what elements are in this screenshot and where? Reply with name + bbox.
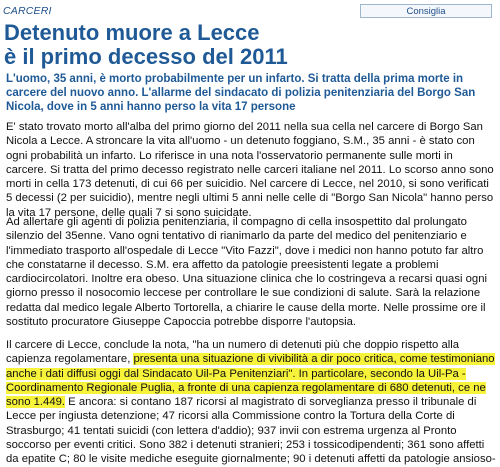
recommend-button[interactable]: Consiglia xyxy=(360,4,492,18)
paragraph-3-rest: E ancora: si contano 187 ricorsi al magistrato di sorveglianza presso il tribunale di Lecce per ingiusta detenzione; 47 ricorsi alla Commissione contro la Tortura della Corte di Strasburgo; 41 tentati suicidi (con lettera d'addio); 937 invii con estrema urgenza al Pronto soccorso per eventi critici. Sono 382 i detenuti stranieri; 253 i tossicodipendenti; 361 sono affetti da epatite C; 80 le visite mediche eseguite giornalmente; 90 i detenuti affetti da patologie ansioso- xyxy=(6,396,496,466)
paragraph-3-intro: Il carcere di Lecce, conclude la nota, "ha un numero di detenuti più che doppio rispetto alla capienza regolamentare, xyxy=(6,339,460,366)
article-paragraph-1: E' stato trovato morto all'alba del primo giorno del 2011 nella sua cella nel carcere di Borgo San Nicola a Lecce. A stroncare la vita all'uomo - un detenuto foggiano, S.M., 35 anni - è stato con ogni probabilità un infarto. Lo riferisce in una nota l'osservatorio permanente sulle morti in carcere. Si tratta del primo decesso registrato nelle carceri italiane nel 2011. Lo scorso anno sono morti in cella 173 detenuti, di cui 66 per suicidio. Nel carcere di Lecce, nel 2010, si sono verificati 5 decessi (2 per suicidio), mentre negli ultimi 5 anni nelle celle di "Borgo San Nicola" hanno perso la vita 17 persone, delle quali 7 si sono suicidate. xyxy=(6,121,494,219)
section-label: CARCERI xyxy=(3,5,52,17)
article-title xyxy=(4,21,496,69)
article-paragraph-3 xyxy=(6,338,496,467)
article-title-line-2: è il primo decesso del 2011 xyxy=(4,44,288,69)
article-title-line-1: Detenuto muore a Lecce xyxy=(4,20,260,45)
article-header-bar xyxy=(0,0,500,20)
article-summary: L'uomo, 35 anni, è morto probabilmente per un infarto. Si tratta della prima morte in carcere del nuovo anno. L'allarme del sindacato di polizia penitenziaria del Borgo San Nicola, dove in 5 anni hanno perso la vita 17 persone xyxy=(6,73,476,113)
article-paragraph-2: Ad allertare gli agenti di polizia penitenziaria, il compagno di cella insospettito dal prolungato silenzio del 35enne. Vano ogni tentativo di rianimarlo da parte del medico del penitenziario e l'immediato trasporto all'ospedale di Lecce "Vito Fazzi", dove i medici non hanno potuto far altro che constatarne il decesso. S.M. era affetto da patologie preesistenti legate a problemi cardiocircolatori. Inoltre era obeso. Una situazione clinica che lo costringeva a recarsi quasi ogni giorno presso il nosocomio leccese per controllare le sue condizioni di salute. Sarà la relazione redatta dal medico legale Alberto Tortorella, a chiarire le cause della morte. Nelle prossime ore il sostituto procuratore Giuseppe Capoccia potrebbe disporre l'autopsia. xyxy=(6,216,487,329)
highlighted-passage: presenta una situazione di vivibilità a dir poco critica, come testimoniano anche i dati diffusi oggi dal Sindacato Uil-Pa Penitenziari". In particolare, secondo la Uil-Pa - Coordinamento Regionale Puglia, a fronte di una capienza regolamentare di 680 detenuti, ce ne sono 1.449. xyxy=(6,353,495,409)
